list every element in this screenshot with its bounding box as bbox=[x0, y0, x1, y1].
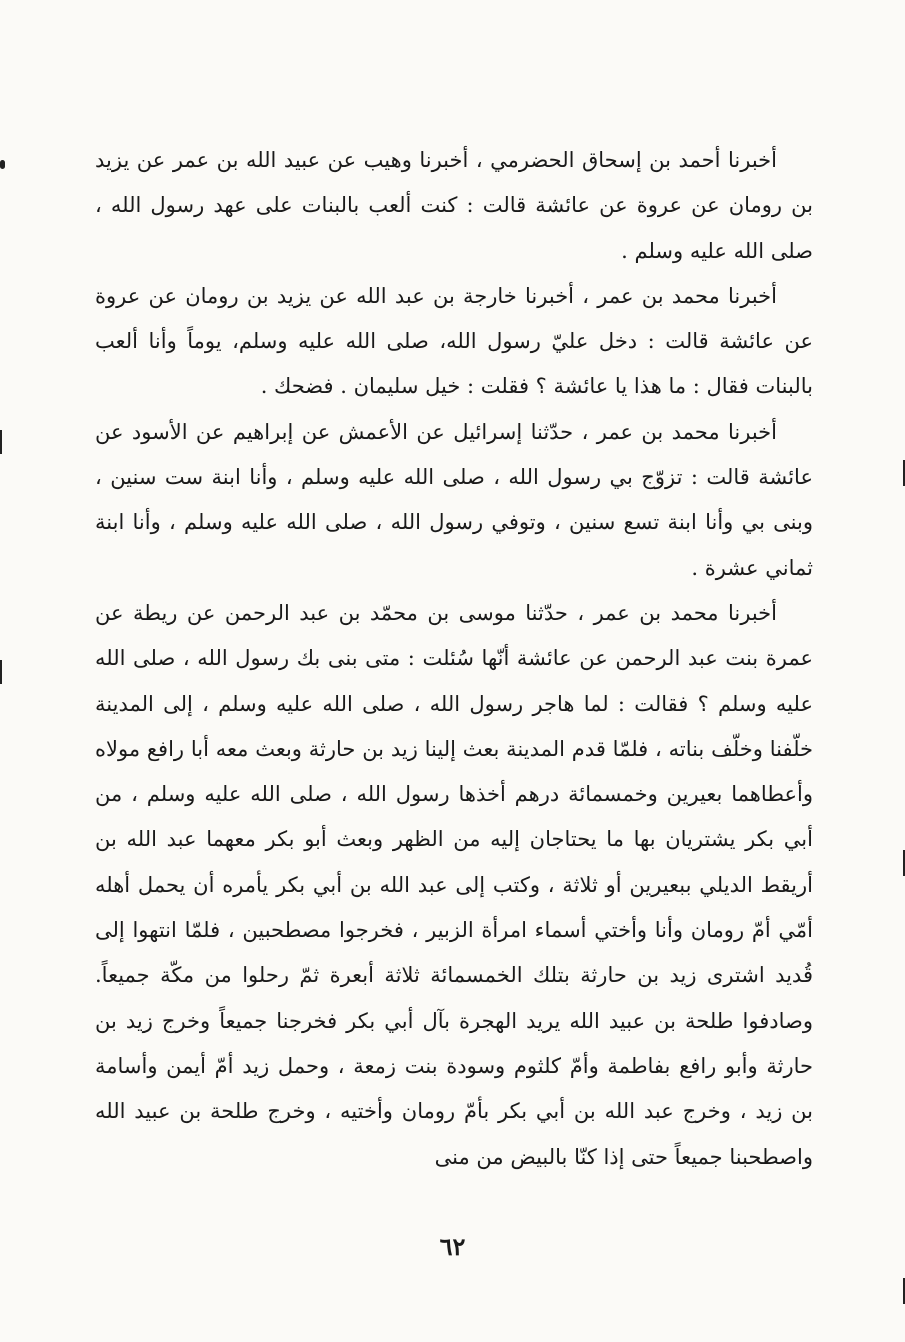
margin-mark bbox=[0, 160, 5, 169]
body-text bbox=[95, 138, 813, 1180]
paragraph-1: أخبرنا أحمد بن إسحاق الحضرمي ، أخبرنا وهيب عن عبيد الله بن عمر عن يزيد بن رومان عن عروة عن عائشة قالت : كنت ألعب بالبنات على عهد رسول الله ، صلى الله عليه وسلم . bbox=[95, 148, 813, 263]
paragraph-4: أخبرنا محمد بن عمر ، حدّثنا موسى بن محمّد بن عبد الرحمن عن ريطة عن عمرة بنت عبد الرحمن عن عائشة أنّها سُئلت : متى بنى بك رسول الله ، صلى الله عليه وسلم ؟ فقالت : لما هاجر رسول الله ، صلى الله عليه وسلم ، إلى المدينة خلّفنا وخلّف بناته ، فلمّا قدم المدينة بعث إلينا زيد بن حارثة وبعث معه أبا رافع مولاه وأعطاهما بعيرين وخمسمائة درهم أخذها رسول الله ، صلى الله عليه وسلم ، من أبي بكر يشتريان بها ما يحتاجان إليه من الظهر وبعث أبو بكر معهما عبد الله بن أريقط الديلي ببعيرين أو ثلاثة ، وكتب إلى عبد الله بن أبي بكر يأمره أن يحمل أهله أمّي أمّ رومان وأنا وأختي أسماء امرأة الزبير ، فخرجوا مصطحبين ، فلمّا انتهوا إلى قُديد اشترى زيد بن حارثة بتلك الخمسمائة ثلاثة أبعرة ثمّ رحلوا من مكّة جميعاً. وصادفوا طلحة بن عبيد الله يريد الهجرة بآل أبي بكر فخرجنا جميعاً وخرج زيد بن حارثة وأبو رافع بفاطمة وأمّ كلثوم وسودة بنت زمعة ، وحمل زيد أمّ أيمن وأسامة بن زيد ، وخرج عبد الله بن أبي بكر بأمّ رومان وأختيه ، وخرج طلحة بن عبيد الله واصطحبنا جميعاً حتى إذا كنّا بالبيض من منى bbox=[95, 600, 813, 1169]
margin-mark bbox=[0, 430, 2, 454]
margin-mark bbox=[0, 660, 2, 684]
page-number: ٦٢ bbox=[439, 1232, 466, 1261]
paragraph-2: أخبرنا محمد بن عمر ، أخبرنا خارجة بن عبد الله عن يزيد بن رومان عن عروة عن عائشة قالت : دخل عليّ رسول الله، صلى الله عليه وسلم، يوماً وأنا ألعب بالبنات فقال : ما هذا يا عائشة ؟ فقلت : خيل سليمان . فضحك . bbox=[95, 283, 813, 399]
paragraph-3: أخبرنا محمد بن عمر ، حدّثنا إسرائيل عن الأعمش عن إبراهيم عن الأسود عن عائشة قالت : تزوّج بي رسول الله ، صلى الله عليه وسلم ، وأنا ابنة ست سنين ، وبنى بي وأنا ابنة تسع سنين ، وتوفي رسول الله ، صلى الله عليه وسلم ، وأنا ابنة ثماني عشرة . bbox=[95, 419, 813, 580]
